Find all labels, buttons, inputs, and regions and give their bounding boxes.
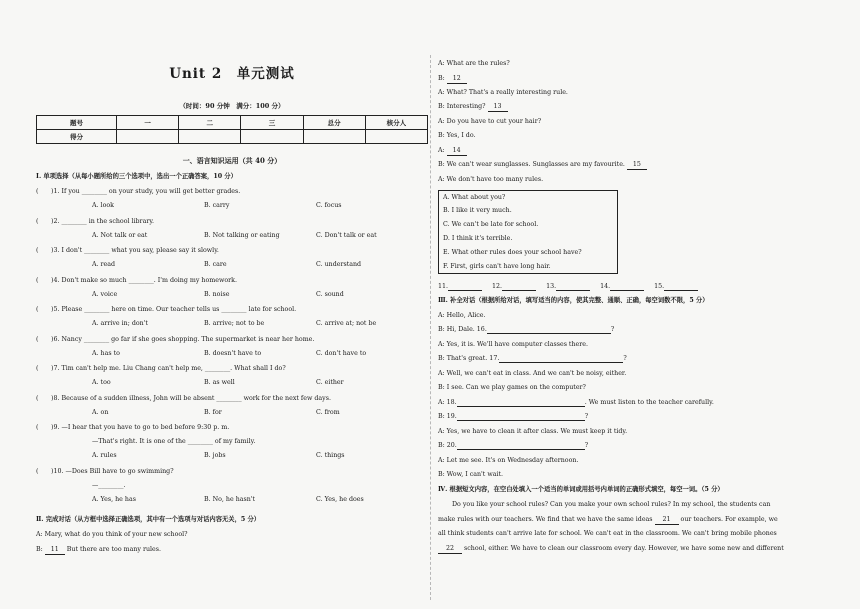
score-cell[interactable] xyxy=(303,130,365,144)
dialogue-line: A: Well, we can't eat in class. And we can't be noisy, either. xyxy=(438,370,627,377)
score-table-header-row xyxy=(37,116,428,130)
score-cell[interactable] xyxy=(117,130,179,144)
section-heading: 一、语言知识运用（共 40 分） xyxy=(182,156,282,165)
option-item: B. I like it very much. xyxy=(443,207,512,214)
answer-option[interactable]: A. voice xyxy=(92,290,118,298)
answer-option[interactable]: A. Yes, he has xyxy=(92,495,136,503)
dialogue-line: B: 12 xyxy=(438,75,467,84)
answer-field-15[interactable] xyxy=(664,283,698,291)
score-cell[interactable] xyxy=(365,130,427,144)
answer-option[interactable]: C. Yes, he does xyxy=(316,495,364,503)
answer-option[interactable]: B. noise xyxy=(204,290,230,298)
answer-row: 11. 12. 13. 14. 15. xyxy=(438,283,698,291)
dialogue-line: B: Hi, Dale. 16. ? xyxy=(438,326,615,333)
option-item: E. What other rules does your school have? xyxy=(443,249,582,256)
answer-option[interactable]: C. things xyxy=(316,452,345,459)
answer-option[interactable]: A. has to xyxy=(92,349,120,357)
score-cell: 题号 xyxy=(37,116,117,130)
dialogue-line: A: 14 xyxy=(438,147,467,156)
question-reply: —________. xyxy=(92,481,126,489)
right-column xyxy=(438,0,828,609)
answer-option[interactable]: B. carry xyxy=(204,202,230,209)
answer-option[interactable]: A. Not talk or eat xyxy=(92,231,148,239)
dialogue-line: A: What are the rules? xyxy=(438,60,510,67)
answer-option[interactable]: B. Not talking or eating xyxy=(204,231,280,239)
question-stem: ( )10. —Does Bill have to go swimming? xyxy=(36,467,174,475)
answer-blank-13[interactable]: 13 xyxy=(488,103,508,112)
answer-field-19[interactable] xyxy=(457,413,585,421)
dialogue-line: A: We don't have too many rules. xyxy=(438,176,544,183)
answer-field-12[interactable] xyxy=(502,283,536,291)
answer-option[interactable]: C. arrive at; not be xyxy=(316,320,377,327)
answer-blank-15[interactable]: 15 xyxy=(627,161,647,170)
answer-option[interactable]: A. rules xyxy=(92,452,117,459)
score-cell[interactable] xyxy=(241,130,303,144)
dialogue-line: A: Hello, Alice. xyxy=(438,312,486,319)
answer-option[interactable]: C. don't have to xyxy=(316,349,367,357)
score-cell: 总分 xyxy=(303,116,365,130)
answer-blank-14[interactable]: 14 xyxy=(447,147,467,156)
dialogue-line: B: Yes, I do. xyxy=(438,132,476,139)
answer-option[interactable]: A. on xyxy=(92,408,109,416)
question-stem: ( )1. If you ________ on your study, you will get better grades. xyxy=(36,188,241,195)
score-cell: 三 xyxy=(241,116,303,130)
score-cell: 二 xyxy=(179,116,241,130)
question-stem: ( )5. Please ________ here on time. Our teacher tells us ________ late for school. xyxy=(36,306,297,313)
answer-option[interactable]: A. read xyxy=(92,261,116,268)
answer-option[interactable]: C. Don't talk or eat xyxy=(316,231,377,239)
part4-heading: Ⅳ. 根据短文内容，在空白处填入一个适当的单词或用括号内单词的正确形式填空，每空一词。（5 分） xyxy=(438,486,724,493)
answer-option[interactable]: B. as well xyxy=(204,379,235,386)
answer-option[interactable]: C. either xyxy=(316,379,344,386)
option-item: A. What about you? xyxy=(443,194,506,201)
page-title: Unit 2 单元测试 xyxy=(169,66,295,82)
answer-blank-21[interactable]: 21 xyxy=(655,516,679,525)
dialogue-line: B: Wow, I can't wait. xyxy=(438,471,504,478)
answer-option[interactable]: A. look xyxy=(92,202,114,209)
answer-option[interactable]: C. from xyxy=(316,408,340,416)
answer-field-11[interactable] xyxy=(448,283,482,291)
passage-line: all think students can't arrive late for school. We can't eat in the classroom. We can't bring mobile phones xyxy=(438,530,777,537)
dialogue-line: A: Let me see. It's on Wednesday afternoon. xyxy=(438,457,579,464)
dialogue-line: B: That's great. 17. ? xyxy=(438,355,627,362)
option-item: D. I think it's terrible. xyxy=(443,235,513,242)
option-item: F. First, girls can't have long hair. xyxy=(443,263,551,270)
question-reply: —That's right. It is one of the ________ of my family. xyxy=(92,438,256,445)
dialogue-line: B: 11 But there are too many rules. xyxy=(36,546,162,553)
answer-field-14[interactable] xyxy=(610,283,644,291)
answer-option[interactable]: C. focus xyxy=(316,202,342,209)
answer-option[interactable]: C. understand xyxy=(316,261,362,268)
answer-option[interactable]: B. doesn't have to xyxy=(204,349,262,357)
score-cell: 核分人 xyxy=(365,116,427,130)
dialogue-line: B: Interesting? 13 xyxy=(438,103,508,112)
page-subtitle: （时间：90 分钟 满分：100 分） xyxy=(179,102,285,110)
dialogue-line: A: Mary, what do you think of your new school? xyxy=(36,531,188,538)
question-stem: ( )7. Tim can't help me. Liu Chang can't help me, ________. What shall I do? xyxy=(36,365,286,372)
passage-line: Do you like your school rules? Can you make your own school rules? In my school, the students can xyxy=(452,501,771,508)
passage-line: 22 school, either. We have to clean our classroom every day. However, we have some new and different xyxy=(438,545,784,554)
answer-option[interactable]: C. sound xyxy=(316,290,344,298)
question-stem: ( )2. ________ in the school library. xyxy=(36,217,155,225)
column-divider xyxy=(430,55,431,600)
part2-heading: Ⅱ. 完成对话（从方框中选择正确选项，其中有一个选项与对话内容无关，5 分） xyxy=(36,516,261,523)
answer-blank-12[interactable]: 12 xyxy=(447,75,467,84)
dialogue-line: A: What? That's a really interesting rule. xyxy=(438,89,568,96)
answer-option[interactable]: B. No, he hasn't xyxy=(204,495,256,503)
score-table-score-row xyxy=(37,130,428,144)
dialogue-line: B: 20. ? xyxy=(438,442,589,449)
question-stem: ( )4. Don't make so much ________. I'm doing my homework. xyxy=(36,276,237,284)
dialogue-line: B: I see. Can we play games on the computer? xyxy=(438,384,586,391)
answer-option[interactable]: B. arrive; not to be xyxy=(204,320,265,327)
answer-option[interactable]: B. jobs xyxy=(204,452,226,459)
answer-option[interactable]: B. care xyxy=(204,261,227,268)
score-cell[interactable] xyxy=(179,130,241,144)
option-item: C. We can't be late for school. xyxy=(443,221,539,228)
dialogue-line: A: Yes, we have to clean it after class. We must keep it tidy. xyxy=(438,428,628,435)
answer-blank-22[interactable]: 22 xyxy=(438,545,462,554)
question-stem: ( )6. Nancy ________ go far if she goes shopping. The supermarket is near her home. xyxy=(36,335,315,343)
question-stem: ( )9. —I hear that you have to go to bed before 9:30 p. m. xyxy=(36,424,230,431)
dialogue-line: B: We can't wear sunglasses. Sunglasses are my favourite. 15 xyxy=(438,161,647,170)
question-stem: ( )3. I don't ________ what you say, please say it slowly. xyxy=(36,247,219,254)
answer-field-13[interactable] xyxy=(556,283,590,291)
answer-field-18[interactable] xyxy=(457,399,585,407)
answer-option[interactable]: A. too xyxy=(92,379,111,386)
answer-option[interactable]: B. for xyxy=(204,408,222,416)
dialogue-line: B: 19. ? xyxy=(438,413,589,420)
answer-blank-11[interactable]: 11 xyxy=(45,546,65,555)
answer-field-17[interactable] xyxy=(499,355,623,363)
passage-line: make rules with our teachers. We find that we have the same ideas 21 our teachers. For example, we xyxy=(438,516,778,523)
score-cell: 一 xyxy=(117,116,179,130)
dialogue-line: A: 18. . We must listen to the teacher carefully. xyxy=(438,399,714,406)
answer-field-20[interactable] xyxy=(457,442,585,450)
answer-field-16[interactable] xyxy=(487,326,611,334)
part1-heading: Ⅰ. 单项选择（从每小题所给的三个选项中，选出一个正确答案，10 分） xyxy=(36,173,237,180)
options-box xyxy=(438,190,618,274)
score-table xyxy=(36,115,428,144)
dialogue-line: A: Yes, it is. We'll have computer classes there. xyxy=(438,341,588,348)
score-cell: 得分 xyxy=(37,130,117,144)
dialogue-line: A: Do you have to cut your hair? xyxy=(438,118,542,125)
question-stem: ( )8. Because of a sudden illness, John will be absent ________ work for the next few days. xyxy=(36,394,331,402)
answer-option[interactable]: A. arrive in; don't xyxy=(92,320,148,327)
part3-heading: Ⅲ. 补全对话（根据所给对话，填写适当的内容，使其完整、通顺、正确，每空词数不限，5 分） xyxy=(438,297,709,304)
left-column xyxy=(36,0,428,609)
